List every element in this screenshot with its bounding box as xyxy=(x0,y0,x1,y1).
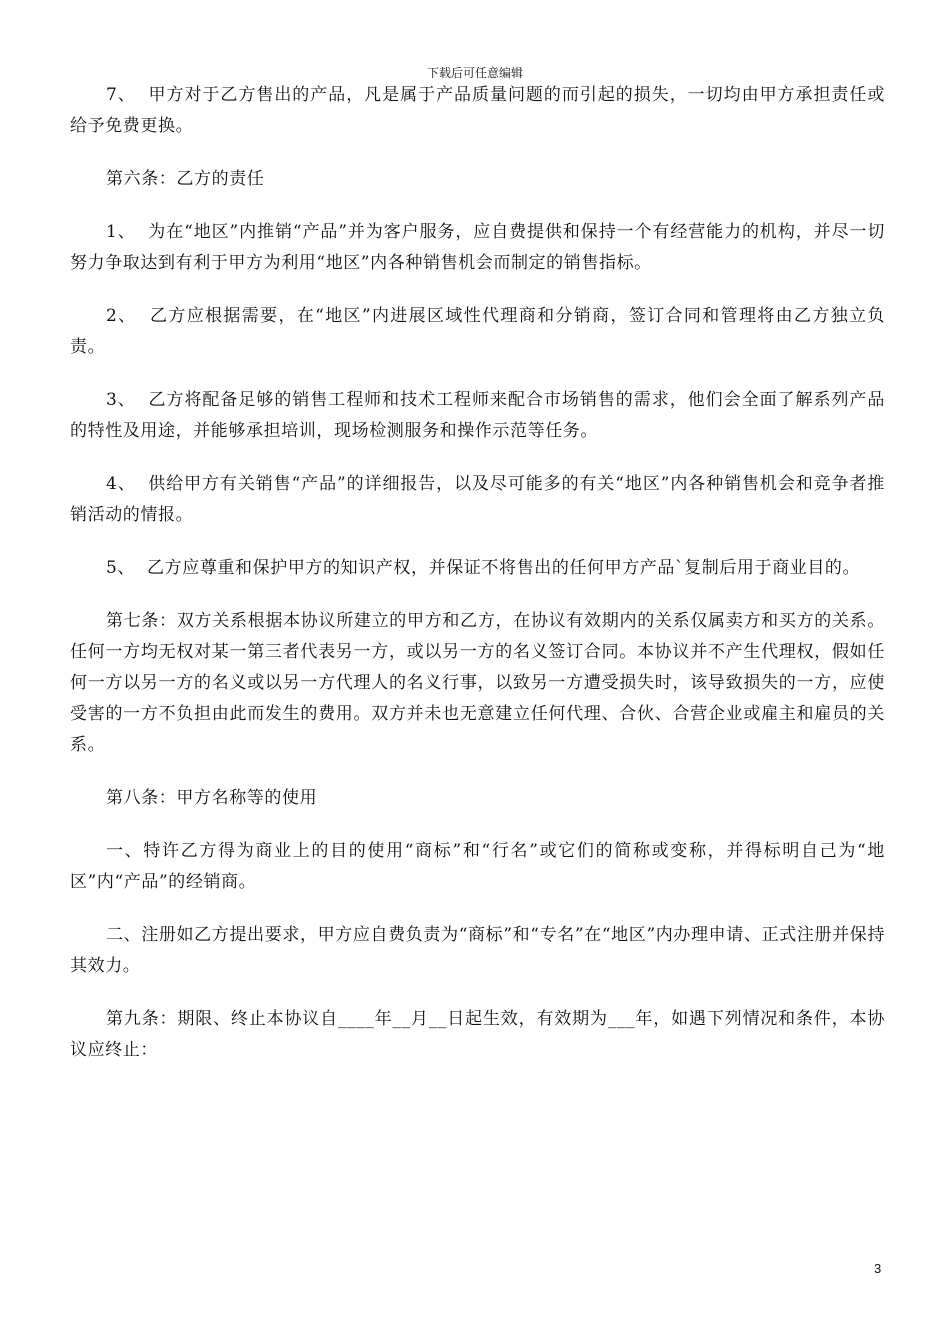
header-note: 下载后可任意编辑 xyxy=(426,66,523,80)
paragraph-article-9: 第九条：期限、终止本协议自____年__月__日起生效，有效期为___年，如遇下列情况和条件，本协议应终止： xyxy=(70,1009,885,1060)
paragraph-clause-2: 二、注册如乙方提出要求，甲方应自费负责为“商标”和“专名”在“地区”内办理申请、正式注册并保持其效力。 xyxy=(70,925,885,976)
paragraph-item-7: 7、 甲方对于乙方售出的产品，凡是属于产品质量问题的而引起的损失，一切均由甲方承担责任或给予免费更换。 xyxy=(70,85,885,136)
page-number: 3 xyxy=(874,1261,882,1276)
paragraph-item-5: 5、 乙方应尊重和保护甲方的知识产权，并保证不将售出的任何甲方产品`复制后用于商业目的。 xyxy=(106,558,861,578)
paragraph-item-2: 2、 乙方应根据需要，在“地区”内进展区域性代理商和分销商，签订合同和管理将由乙方独立负责。 xyxy=(70,306,885,357)
paragraph-article-7: 第七条：双方关系根据本协议所建立的甲方和乙方，在协议有效期内的关系仅属卖方和买方的关系。任何一方均无权对某一第三者代表另一方，或以另一方的名义签订合同。本协议并不产生代理权，假如任何一方以另一方的名义或以另一方代理人的名义行事，以致另一方遭受损失时，该导致损失的一方，应使受害的一方不负担由此而发生的费用。双方并未也无意建立任何代理、合伙、合营企业或雇主和雇员的关系。 xyxy=(70,611,885,755)
paragraph-item-1: 1、 为在“地区”内推销“产品”并为客户服务，应自费提供和保持一个有经营能力的机构，并尽一切努力争取达到有利于甲方为利用“地区”内各种销售机会而制定的销售指标。 xyxy=(70,222,885,273)
paragraph-clause-1: 一、特许乙方得为商业上的目的使用“商标”和“行名”或它们的简称或变称，并得标明自己为“地区”内“产品”的经销商。 xyxy=(70,841,885,892)
paragraph-item-4: 4、 供给甲方有关销售“产品”的详细报告，以及尽可能多的有关“地区”内各种销售机会和竞争者推销活动的情报。 xyxy=(70,474,885,525)
document-body xyxy=(70,80,885,1088)
section-heading-article-6: 第六条：乙方的责任 xyxy=(106,169,265,189)
paragraph-item-3: 3、 乙方将配备足够的销售工程师和技术工程师来配合市场销售的需求，他们会全面了解系列产品的特性及用途，并能够承担培训，现场检测服务和操作示范等任务。 xyxy=(70,390,885,441)
section-heading-article-8: 第八条：甲方名称等的使用 xyxy=(106,788,318,808)
